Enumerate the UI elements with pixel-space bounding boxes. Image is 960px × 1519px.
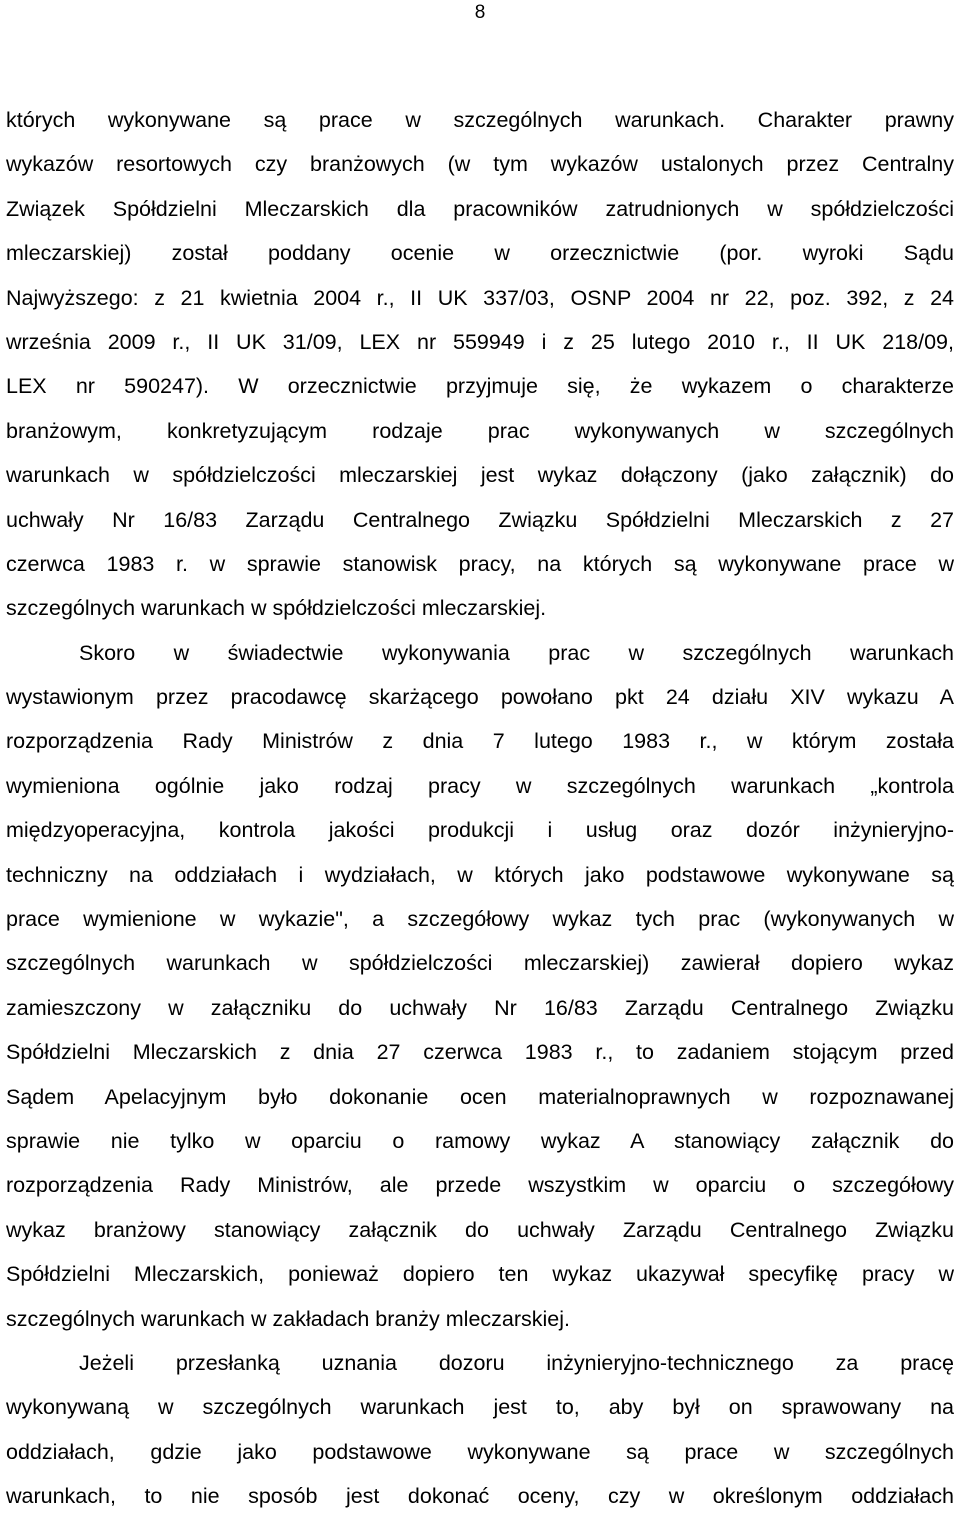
text-line: Sądem Apelacyjnym było dokonanie ocen materialnoprawnych w rozpoznawanej bbox=[6, 1084, 954, 1109]
text-line: Najwyższego: z 21 kwietnia 2004 r., II UK 337/03, OSNP 2004 nr 22, poz. 392, z 24 bbox=[6, 285, 954, 310]
text-line: szczególnych warunkach w spółdzielczości mleczarskiej) zawierał dopiero wykaz bbox=[6, 951, 954, 976]
text-line: branżowym, konkretyzującym rodzaje prac wykonywanych w szczególnych bbox=[6, 418, 954, 443]
text-line: LEX nr 590247). W orzecznictwie przyjmuje się, że wykazem o charakterze bbox=[6, 374, 954, 399]
text-line: warunkach, to nie sposób jest dokonać oceny, czy w określonym oddziałach bbox=[6, 1484, 954, 1509]
text-line: szczególnych warunkach w spółdzielczości mleczarskiej. bbox=[6, 596, 547, 621]
text-line: wymieniona ogólnie jako rodzaj pracy w szczególnych warunkach „kontrola bbox=[6, 773, 954, 798]
text-line: wykaz branżowy stanowiący załącznik do uchwały Zarządu Centralnego Związku bbox=[6, 1217, 954, 1242]
text-line: zamieszczony w załączniku do uchwały Nr 16/83 Zarządu Centralnego Związku bbox=[6, 995, 954, 1020]
text-line: czerwca 1983 r. w sprawie stanowisk pracy, na których są wykonywane prace w bbox=[6, 551, 954, 576]
text-line: oddziałach, gdzie jako podstawowe wykonywane są prace w szczególnych bbox=[6, 1439, 954, 1464]
text-line: Związek Spółdzielni Mleczarskich dla pracowników zatrudnionych w spółdzielczości bbox=[6, 196, 954, 221]
text-line: warunkach w spółdzielczości mleczarskiej jest wykaz dołączony (jako załącznik) do bbox=[6, 463, 954, 488]
text-line: rozporządzenia Rady Ministrów z dnia 7 lutego 1983 r., w którym została bbox=[6, 729, 954, 754]
text-line: rozporządzenia Rady Ministrów, ale przede wszystkim w oparciu o szczegółowy bbox=[6, 1173, 954, 1198]
text-line: Spółdzielni Mleczarskich, ponieważ dopiero ten wykaz ukazywał specyfikę pracy w bbox=[6, 1262, 954, 1287]
text-line: techniczny na oddziałach i wydziałach, w których jako podstawowe wykonywane są bbox=[6, 862, 954, 887]
text-line: szczególnych warunkach w zakładach branży mleczarskiej. bbox=[6, 1306, 571, 1331]
text-line: wystawionym przez pracodawcę skarżącego powołano pkt 24 działu XIV wykazu A bbox=[6, 685, 954, 710]
text-line: Spółdzielni Mleczarskich z dnia 27 czerwca 1983 r., to zadaniem stojącym przed bbox=[6, 1040, 954, 1065]
text-line: których wykonywane są prace w szczególnych warunkach. Charakter prawny bbox=[6, 108, 954, 132]
text-line: uchwały Nr 16/83 Zarządu Centralnego Związku Spółdzielni Mleczarskich z 27 bbox=[6, 507, 954, 532]
text-line: międzyoperacyjna, kontrola jakości produkcji i usług oraz dozór inżynieryjno- bbox=[6, 818, 954, 843]
page-number: 8 bbox=[474, 2, 486, 23]
text-line: Skoro w świadectwie wykonywania prac w szczególnych warunkach bbox=[79, 640, 954, 665]
text-line: mleczarskiej) został poddany ocenie w orzecznictwie (por. wyroki Sądu bbox=[6, 241, 954, 266]
text-line: sprawie nie tylko w oparciu o ramowy wykaz A stanowiący załącznik do bbox=[6, 1128, 954, 1153]
text-line: wykonywaną w szczególnych warunkach jest to, aby był on sprawowany na bbox=[6, 1395, 954, 1420]
text-line: prace wymienione w wykazie", a szczegółowy wykaz tych prac (wykonywanych w bbox=[6, 907, 954, 932]
paragraph bbox=[6, 631, 954, 1341]
text-line: wykazów resortowych czy branżowych (w tym wykazów ustalonych przez Centralny bbox=[6, 152, 954, 177]
paragraph bbox=[6, 1341, 954, 1519]
text-line: Jeżeli przesłanką uznania dozoru inżynieryjno-technicznego za pracę bbox=[79, 1350, 954, 1375]
paragraph bbox=[6, 98, 954, 631]
document-body bbox=[6, 98, 954, 1519]
text-line: września 2009 r., II UK 31/09, LEX nr 559949 i z 25 lutego 2010 r., II UK 218/09, bbox=[6, 329, 954, 354]
